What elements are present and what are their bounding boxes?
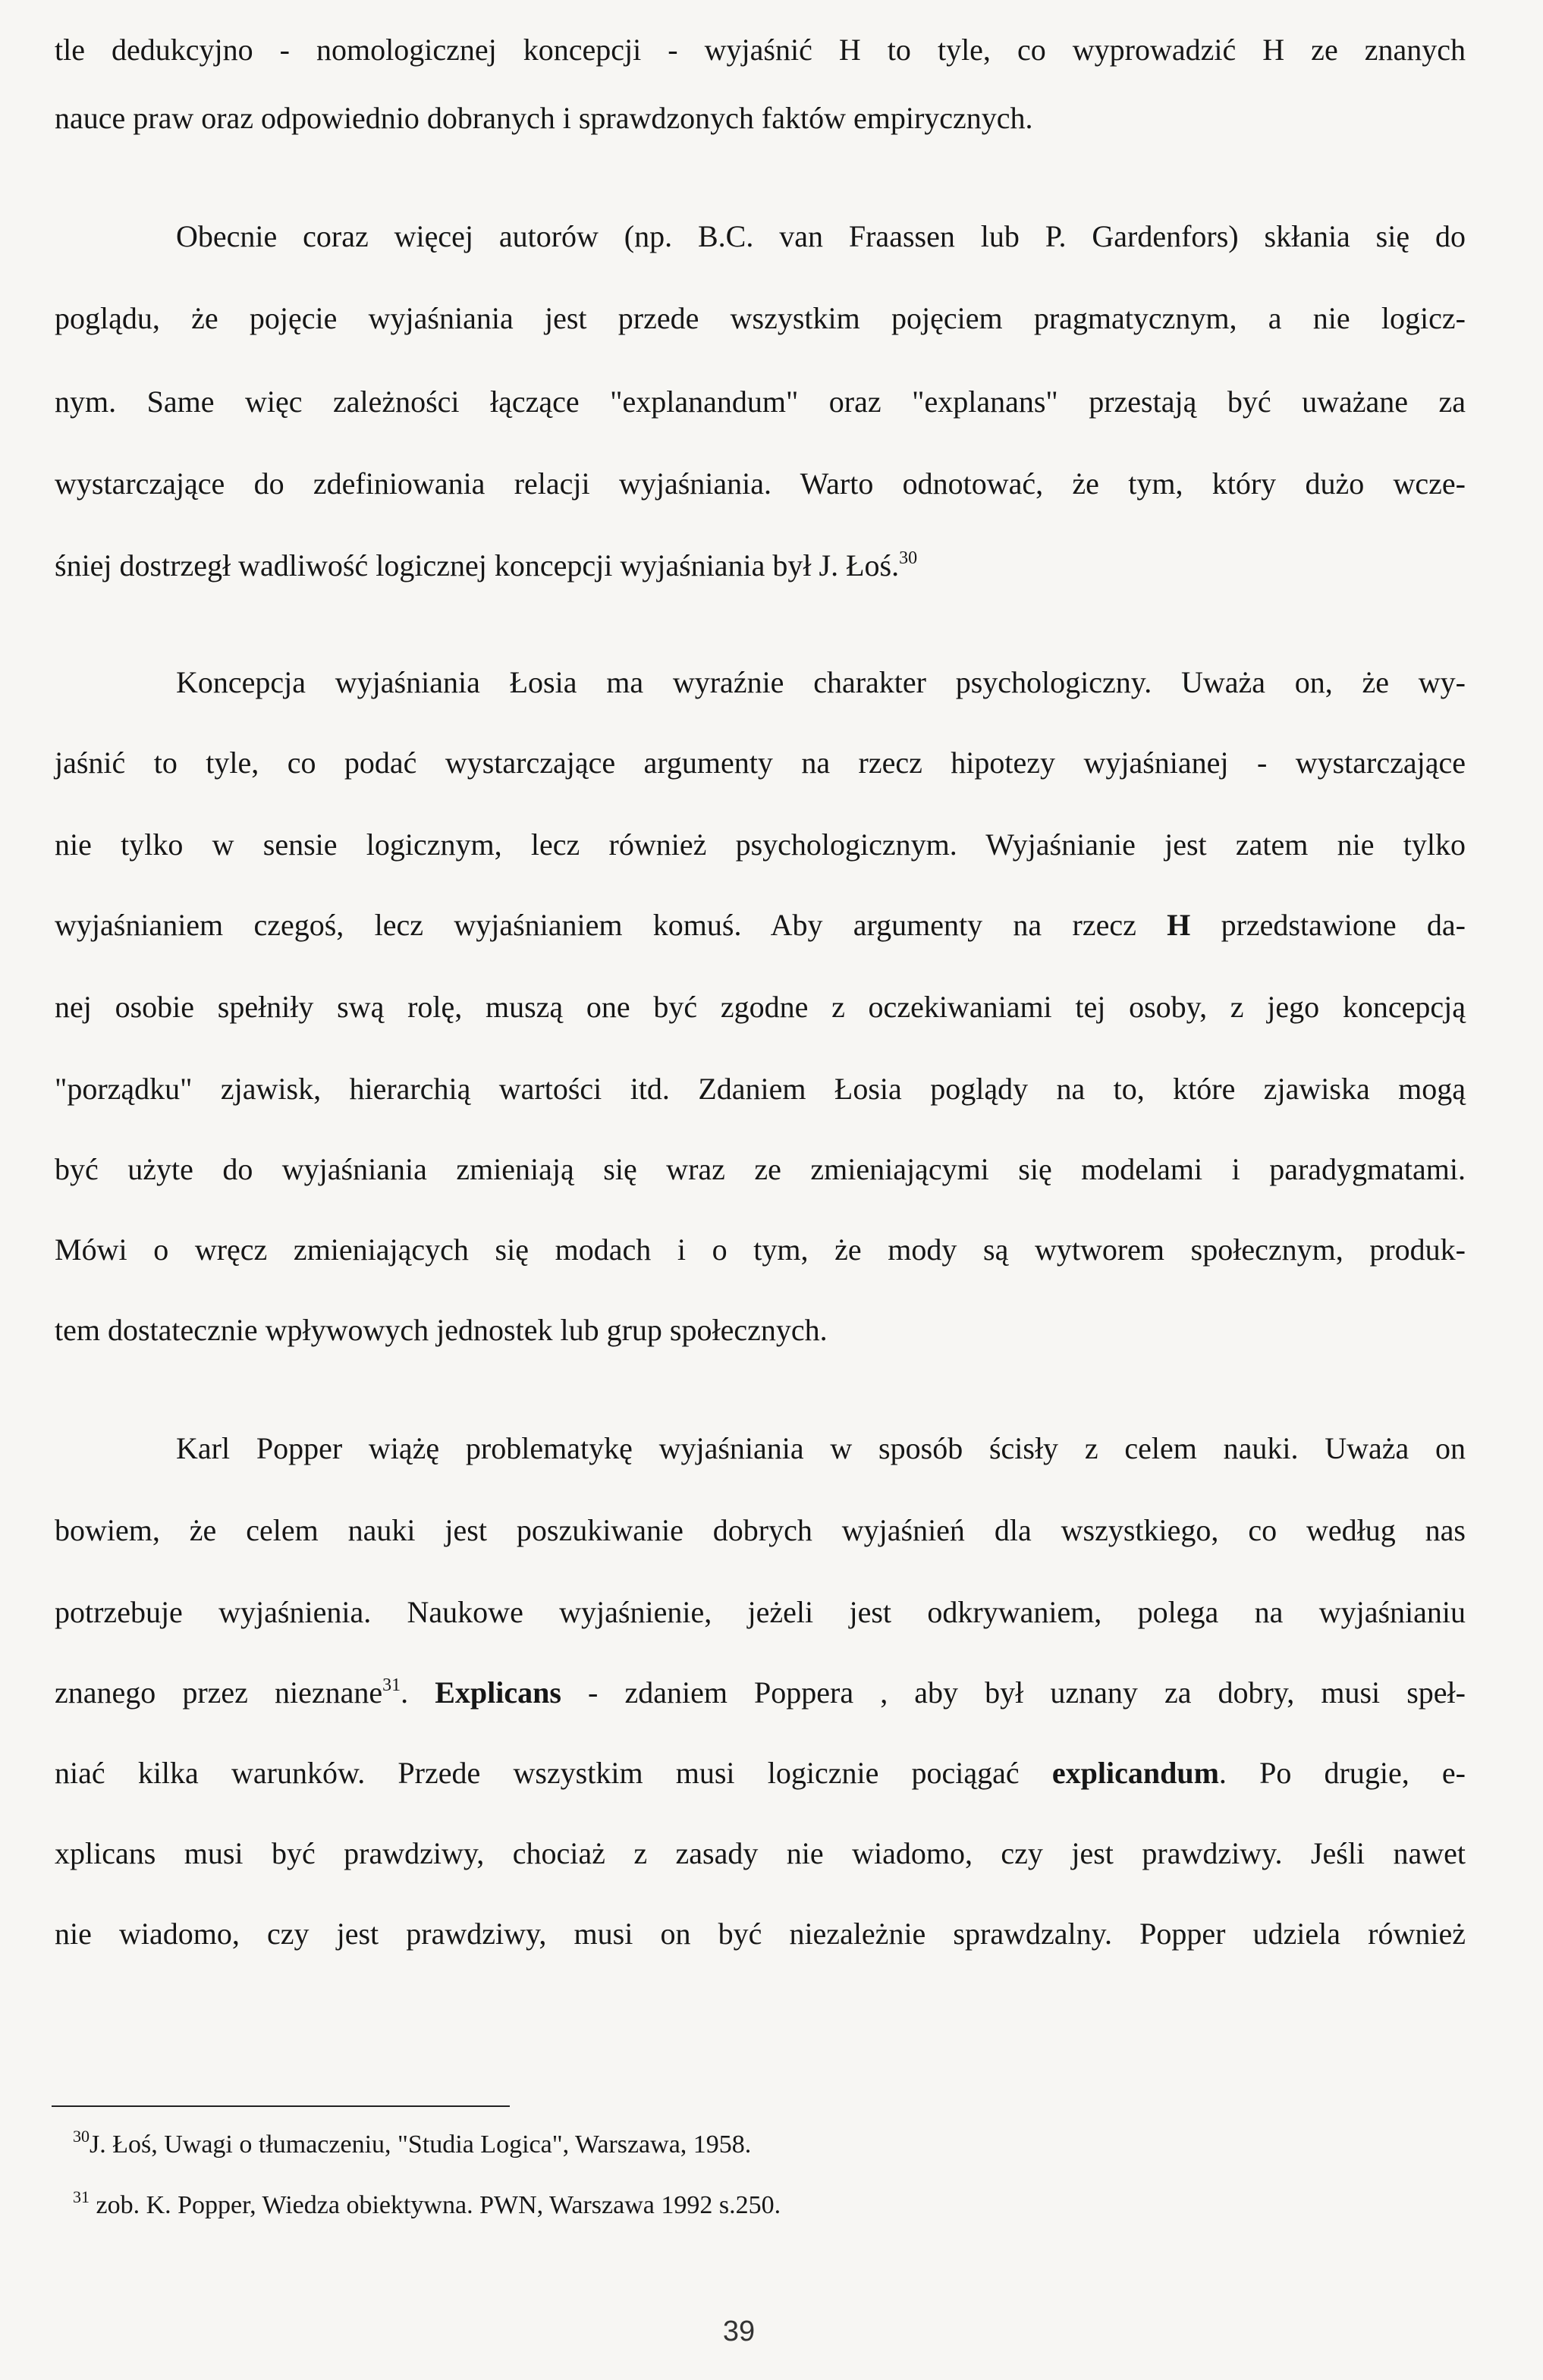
line-text: Obecnie coraz więcej autorów (np. B.C. van Fraassen lub P. Gardenfors) skłania się do <box>176 219 1466 253</box>
line-text: nej osobie spełniły swą rolę, muszą one być zgodne z oczekiwaniami tej osoby, z jego koncepcją <box>55 990 1466 1024</box>
line-text: śniej dostrzegł wadliwość logicznej koncepcji wyjaśniania był J. Łoś. <box>55 548 900 582</box>
text-line <box>55 907 1466 944</box>
footnote-number: 31 <box>73 2187 90 2206</box>
footnote-number: 30 <box>73 2127 90 2146</box>
footnote-ref-30: 30 <box>899 548 918 568</box>
text-line <box>55 384 1466 420</box>
line-text: przedstawione da- <box>1190 908 1466 942</box>
line-text: - zdaniem Poppera , aby był uznany za dobry, musi speł- <box>561 1675 1466 1710</box>
text-line <box>55 1675 1466 1711</box>
text-line <box>55 745 1466 781</box>
line-text: znanego przez nieznane <box>55 1675 383 1710</box>
line-text: . Po drugie, e- <box>1218 1756 1466 1790</box>
line-text: nym. Same więc zależności łączące "explanandum" oraz "explanans" przestają być uważane za <box>55 385 1466 419</box>
line-text: "porządku" zjawisk, hierarchią wartości itd. Zdaniem Łosia poglądy na to, które zjawiska mogą <box>55 1072 1466 1106</box>
text-line <box>55 1071 1466 1107</box>
line-text: nauce praw oraz odpowiednio dobranych i sprawdzonych faktów empirycznych. <box>55 101 1033 135</box>
text-line <box>55 32 1466 68</box>
text-line <box>55 1512 1466 1549</box>
text-line <box>55 100 1466 137</box>
line-text: jaśnić to tyle, co podać wystarczające argumenty na rzecz hipotezy wyjaśnianej - wystarczające <box>55 746 1466 780</box>
line-text: xplicans musi być prawdziwy, chociaż z zasady nie wiadomo, czy jest prawdziwy. Jeśli nawet <box>55 1836 1466 1870</box>
text-line <box>55 466 1466 502</box>
line-text: tem dostatecznie wpływowych jednostek lub grup społecznych. <box>55 1313 828 1347</box>
footnote <box>73 2187 781 2221</box>
line-text: nie wiadomo, czy jest prawdziwy, musi on być niezależnie sprawdzalny. Popper udziela również <box>55 1917 1466 1951</box>
line-text: poglądu, że pojęcie wyjaśniania jest przede wszystkim pojęciem pragmatycznym, a nie logicz- <box>55 301 1466 335</box>
text-line <box>55 1594 1466 1631</box>
line-text: wyjaśnianiem czegoś, lecz wyjaśnianiem komuś. Aby argumenty na rzecz <box>55 908 1167 942</box>
paragraph-first-line <box>176 218 1466 255</box>
bold-term: explicandum <box>1051 1756 1219 1790</box>
line-text: Koncepcja wyjaśniania Łosia ma wyraźnie charakter psychologiczny. Uważa on, że wy- <box>176 665 1466 699</box>
text-line <box>55 1151 1466 1188</box>
footnote <box>73 2127 752 2160</box>
page-number: 39 <box>722 2316 756 2347</box>
text-line <box>55 300 1466 337</box>
text-line <box>55 1755 1466 1791</box>
footnote-text: J. Łoś, Uwagi o tłumaczeniu, "Studia Logica", Warszawa, 1958. <box>90 2130 752 2159</box>
paragraph-first-line <box>176 664 1466 701</box>
footnote-separator <box>52 2105 510 2107</box>
line-text: być użyte do wyjaśniania zmieniają się wraz ze zmieniającymi się modelami i paradygmatami. <box>55 1152 1466 1186</box>
line-text: nie tylko w sensie logicznym, lecz również psychologicznym. Wyjaśnianie jest zatem nie tylko <box>55 827 1466 862</box>
footnote-ref-31: 31 <box>382 1675 401 1695</box>
footnote-text: zob. K. Popper, Wiedza obiektywna. PWN, Warszawa 1992 s.250. <box>90 2191 781 2219</box>
line-text: wystarczające do zdefiniowania relacji wyjaśniania. Warto odnotować, że tym, który dużo wcze- <box>55 466 1466 501</box>
line-text: Mówi o wręcz zmieniających się modach i o tym, że mody są wytworem społecznym, produk- <box>55 1232 1466 1267</box>
text-line <box>55 1916 1466 1952</box>
line-text: bowiem, że celem nauki jest poszukiwanie dobrych wyjaśnień dla wszystkiego, co według nas <box>55 1513 1466 1547</box>
bold-term: Explicans <box>435 1675 561 1710</box>
line-text: . <box>401 1675 435 1710</box>
text-line <box>55 1232 1466 1268</box>
text-line <box>55 1312 1466 1349</box>
text-line <box>55 827 1466 863</box>
line-text: Karl Popper wiążę problematykę wyjaśniania w sposób ścisły z celem nauki. Uważa on <box>176 1431 1466 1465</box>
line-text: niać kilka warunków. Przede wszystkim musi logicznie pociągać <box>55 1756 1052 1790</box>
line-text: potrzebuje wyjaśnienia. Naukowe wyjaśnienie, jeżeli jest odkrywaniem, polega na wyjaśnianiu <box>55 1595 1466 1629</box>
text-line <box>55 1835 1466 1872</box>
paragraph-first-line <box>176 1430 1466 1467</box>
line-text: tle dedukcyjno - nomologicznej koncepcji - wyjaśnić H to tyle, co wyprowadzić H ze znanych <box>55 33 1466 67</box>
bold-term: H <box>1167 908 1191 942</box>
text-line <box>55 989 1466 1025</box>
text-line <box>55 548 1466 584</box>
